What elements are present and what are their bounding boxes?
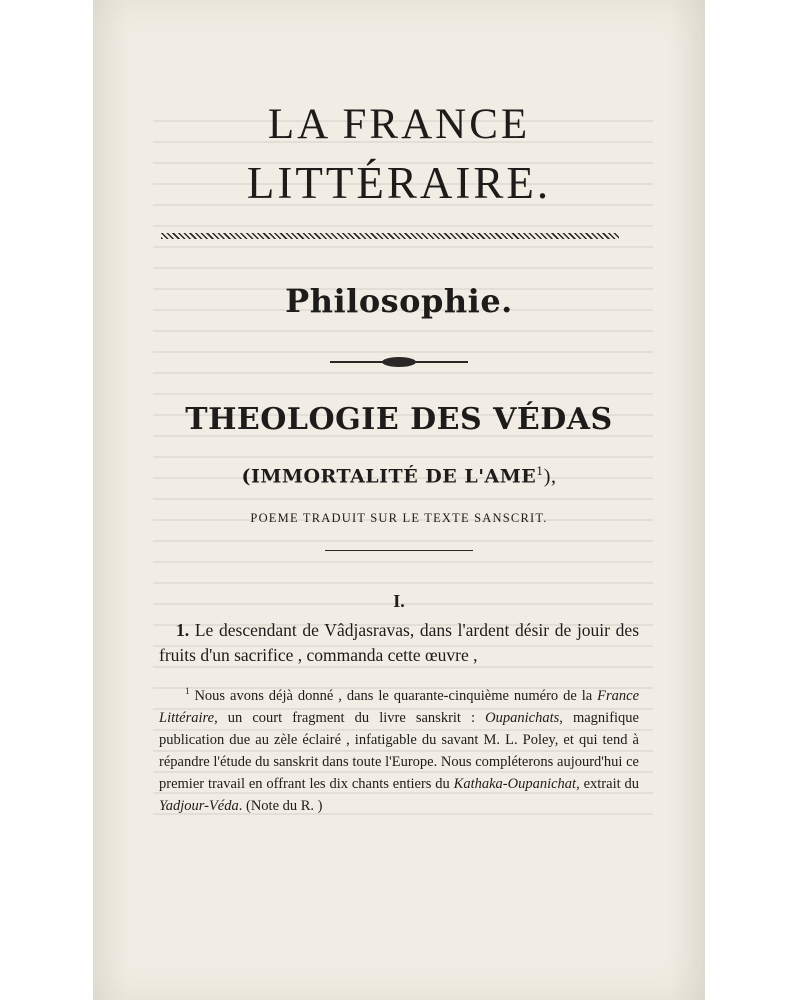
- subtitle-close: ),: [543, 465, 557, 488]
- footnote: [159, 680, 639, 817]
- footnote-text-1: Nous avons déjà donné , dans le quarante-cinquième numéro de la: [194, 687, 593, 704]
- magazine-title-line2: LITTÉRAIRE.: [246, 158, 552, 208]
- article-subtitle: [93, 465, 705, 488]
- decorative-dotted-rule: [161, 233, 619, 239]
- footnote-text-3: , magnifique publication due au zèle éclairé , infatigable du savant M. L. Poley, et qui tend à répandre l'étude du sanskrit dans toute l'Europe. Nous compléterons aujourd'hui ce premier travail en offrant les dix chants entiers du: [159, 709, 639, 792]
- ornament-divider: [330, 356, 468, 368]
- footnote-mark: 1: [185, 686, 190, 696]
- footnote-text-5: . (Note du R. ): [238, 797, 323, 814]
- verse-number: 1.: [176, 620, 190, 640]
- footnote-italic-1: France Littéraire: [159, 687, 640, 726]
- footnote-italic-2: Oupanichats: [485, 709, 560, 726]
- footnote-italic-4: Yadjour-Véda: [159, 797, 239, 814]
- book-page: [93, 0, 705, 1000]
- footnote-italic-3: Kathaka-Oupanichat: [453, 775, 577, 792]
- magazine-title-line1: LA FRANCE: [267, 101, 531, 148]
- short-divider-rule: [325, 550, 473, 551]
- footnote-text-2: , un court fragment du livre sanskrit :: [214, 709, 476, 726]
- footnote-text-4: , extrait du: [576, 775, 639, 792]
- article-title: THEOLOGIE DES VÉDAS: [185, 402, 613, 437]
- verse-paragraph: [159, 618, 639, 668]
- chapter-number: I.: [393, 591, 405, 611]
- section-heading: Philosophie.: [285, 282, 513, 320]
- article-caption: POEME TRADUIT SUR LE TEXTE SANSCRIT.: [250, 511, 548, 525]
- footnote-reference: 1: [536, 465, 544, 478]
- verse-text: Le descendant de Vâdjasravas, dans l'ardent désir de jouir des fruits d'un sacrifice , commanda cette œuvre ,: [159, 620, 640, 665]
- subtitle-text: (IMMORTALITÉ DE L'AME: [241, 465, 537, 488]
